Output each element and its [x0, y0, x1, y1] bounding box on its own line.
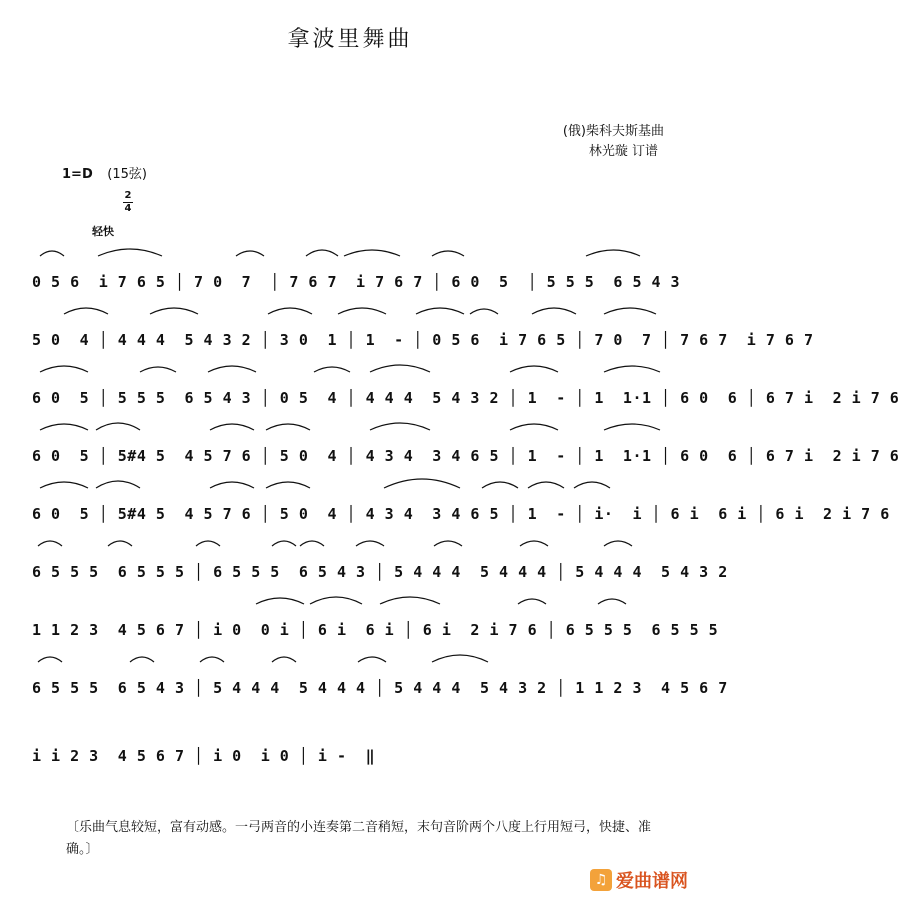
page-title: 拿波里舞曲	[287, 27, 413, 52]
tuning-text: (15弦)	[107, 167, 147, 182]
performance-note: 〔乐曲气息较短，富有动感。一弓两音的小连奏第二音稍短，末句音阶两个八度上行用短弓，快捷、准确。〕	[66, 820, 652, 857]
score-line: 6 0 5 │ 5 5 5 6 5 4 3 │ 0 5 4 │ 4 4 4 5 4 3 2 │ 1 - │ 1 1·1 │ 6 0 6 │ 6 7 i 2 i 7 6	[32, 389, 899, 407]
key-signature-text: 1=D	[62, 167, 93, 182]
time-signature	[122, 190, 134, 215]
slur-marks	[0, 562, 728, 622]
meter-bottom: 4	[124, 203, 132, 214]
slur-marks	[0, 214, 700, 274]
arranger-credit: 林光璇 订谱	[588, 144, 658, 159]
watermark-text: 爱曲谱网	[616, 871, 688, 892]
slur-marks	[0, 330, 814, 390]
slur-marks	[0, 446, 899, 506]
score-line: 5 0 4 │ 4 4 4 5 4 3 2 │ 3 0 1 │ 1 - │ 0 5 6 i 7 6 5 │ 7 0 7 │ 7 6 7 i 7 6 7	[32, 331, 814, 349]
music-note-icon: ♫	[590, 869, 612, 891]
composer-credit: (俄)柴科夫斯基曲	[562, 124, 664, 139]
site-watermark	[590, 867, 688, 893]
score-line: 1 1 2 3 4 5 6 7 │ i 0 0 i │ 6 i 6 i │ 6 i 2 i 7 6 │ 6 5 5 5 6 5 5 5	[32, 621, 719, 639]
key-signature	[62, 163, 147, 182]
score-line: 6 0 5 │ 5#4 5 4 5 7 6 │ 5 0 4 │ 4 3 4 3 4 6 5 │ 1 - │ 1 1·1 │ 6 0 6 │ 6 7 i 2 i 7 6	[32, 447, 899, 465]
score-line: 6 0 5 │ 5#4 5 4 5 7 6 │ 5 0 4 │ 4 3 4 3 4 6 5 │ 1 - │ i· i │ 6 i 6 i │ 6 i 2 i 7 6	[32, 505, 890, 523]
slur-marks	[0, 504, 890, 564]
meter-top: 2	[124, 190, 132, 201]
slur-marks	[0, 388, 899, 448]
slur-marks	[0, 620, 719, 680]
score-line: 0 5 6 i 7 6 5 │ 7 0 7 │ 7 6 7 i 7 6 7 │ 6 0 5 │ 5 5 5 6 5 4 3	[32, 273, 681, 291]
score-line: 6 5 5 5 6 5 4 3 │ 5 4 4 4 5 4 4 4 │ 5 4 4 4 5 4 3 2 │ 1 1 2 3 4 5 6 7	[32, 679, 728, 697]
score-line: 6 5 5 5 6 5 5 5 │ 6 5 5 5 6 5 4 3 │ 5 4 4 4 5 4 4 4 │ 5 4 4 4 5 4 3 2	[32, 563, 728, 581]
tempo-marking: 轻快	[92, 225, 114, 238]
slur-marks	[0, 272, 700, 332]
staff-line-9	[0, 688, 700, 768]
score-line: i i 2 3 4 5 6 7 │ i 0 i 0 │ i - ‖	[32, 747, 376, 765]
